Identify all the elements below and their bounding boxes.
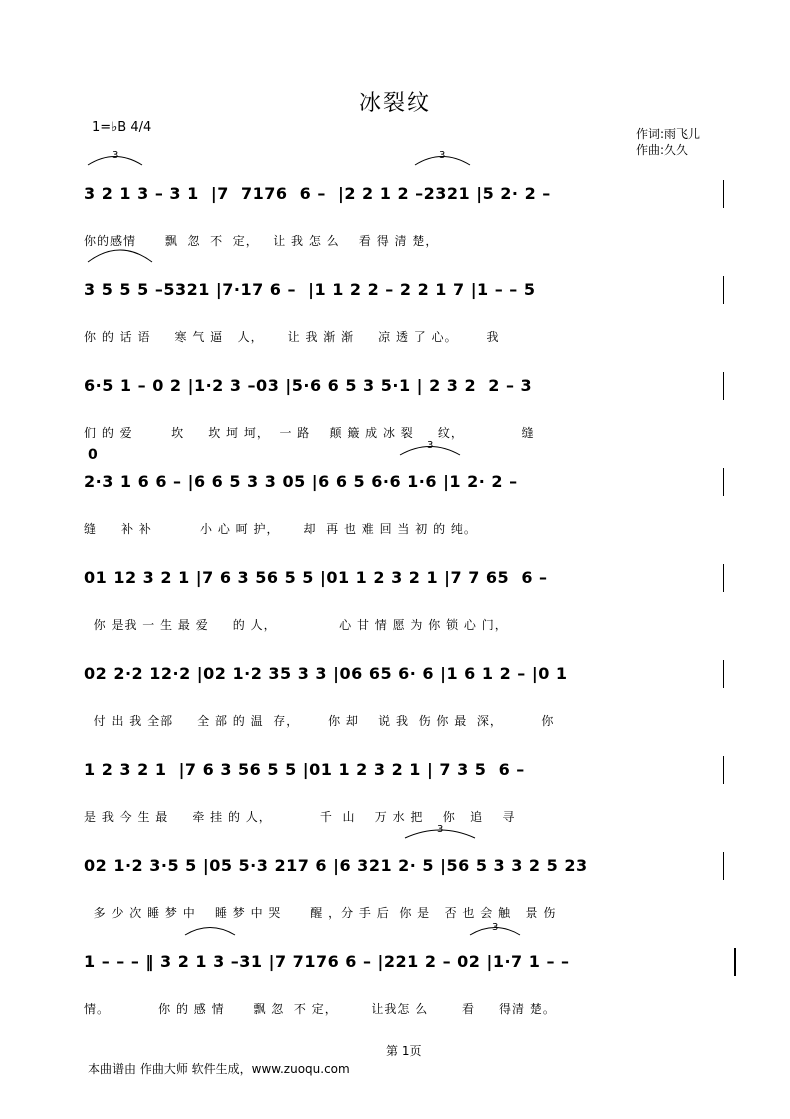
notes-line-7: 1 2 3 2 1 |7 6 3 56 5 5 |01 1 2 3 2 1 | 7 3 5 6 – — [84, 760, 525, 779]
triplet-mark: 3 — [439, 150, 446, 161]
rest-zero: 0 — [88, 447, 98, 463]
lyrics-line-8: 多 少 次 睡 梦 中 睡 梦 中 哭 醒 ，分 手 后 你 是 否 也 会 触 景 伤 — [84, 906, 557, 920]
notes-line-5: 01 12 3 2 1 |7 6 3 56 5 5 |01 1 2 3 2 1 |7 7 65 6 – — [84, 568, 548, 587]
lyrics-line-9: 情。 你 的 感 情 飘 忽 不 定， 让我怎 么 看 得清 楚。 — [84, 1002, 556, 1016]
key-signature: 1=♭B 4/4 — [92, 120, 152, 135]
notes-line-8: 02 1·2 3·5 5 |05 5·3 217 6 |6 321 2· 5 |56 5 3 3 2 5 23 — [84, 856, 588, 875]
lyrics-line-4: 缝 补 补 小 心 呵 护， 却 再 也 难 回 当 初 的 纯。 — [84, 522, 477, 536]
notes-line-2: 3 5 5 5 –5321 |7·17 6 – |1 1 2 2 – 2 2 1 7 |1 – – 5 — [84, 280, 536, 299]
triplet-mark: 3 — [427, 440, 434, 451]
lyrics-line-1: 你的感情 飘 忽 不 定， 让 我 怎 么 看 得 清 楚， — [84, 234, 439, 248]
composer: 作曲:久久 — [636, 143, 689, 157]
lyrics-line-2: 你 的 话 语 寒 气 逼 人， 让 我 渐 渐 凉 透 了 心。 我 — [84, 330, 500, 344]
lyrics-line-5: 你 是我 一 生 最 爱 的 人， 心 甘 情 愿 为 你 锁 心 门， — [84, 618, 508, 632]
triplet-mark: 3 — [112, 150, 119, 161]
lyrics-line-6: 付 出 我 全部 全 部 的 温 存， 你 却 说 我 伤 你 最 深， 你 — [84, 714, 555, 728]
triplet-mark: 3 — [492, 922, 499, 933]
slur — [88, 250, 152, 262]
triplet-mark: 3 — [437, 824, 444, 835]
song-title: 冰裂纹 — [358, 91, 431, 116]
notes-line-4: 2·3 1 6 6 – |6 6 5 3 3 05 |6 6 5 6·6 1·6 |1 2· 2 – — [84, 472, 518, 491]
slur — [185, 928, 235, 936]
notes-line-1: 3 2 1 3 – 3 1 |7 7176 6 – |2 2 1 2 –2321 |5 2· 2 – — [84, 184, 551, 203]
footer-note: 本曲谱由 作曲大师 软件生成，www.zuoqu.com — [88, 1062, 350, 1076]
lyrics-line-3: 们 的 爱 坎 坎 坷 坷， 一 路 颠 簸 成 冰 裂 纹， 缝 — [84, 426, 535, 440]
lyrics-line-7: 是 我 今 生 最 牵 挂 的 人， 千 山 万 水 把 你 追 寻 — [84, 810, 516, 824]
notes-line-9: 1 – – – ‖ 3 2 1 3 –31 |7 7176 6 – |221 2 – 02 |1·7 1 – – — [84, 952, 570, 971]
lyricist: 作词:雨飞儿 — [636, 127, 701, 141]
notes-line-3: 6·5 1 – 0 2 |1·2 3 –03 |5·6 6 5 3 5·1 | 2 3 2 2 – 3 — [84, 376, 533, 395]
notes-line-6: 02 2·2 12·2 |02 1·2 35 3 3 |06 65 6· 6 |1 6 1 2 – |0 1 — [84, 664, 568, 683]
page-number: 第 1页 — [386, 1044, 422, 1058]
